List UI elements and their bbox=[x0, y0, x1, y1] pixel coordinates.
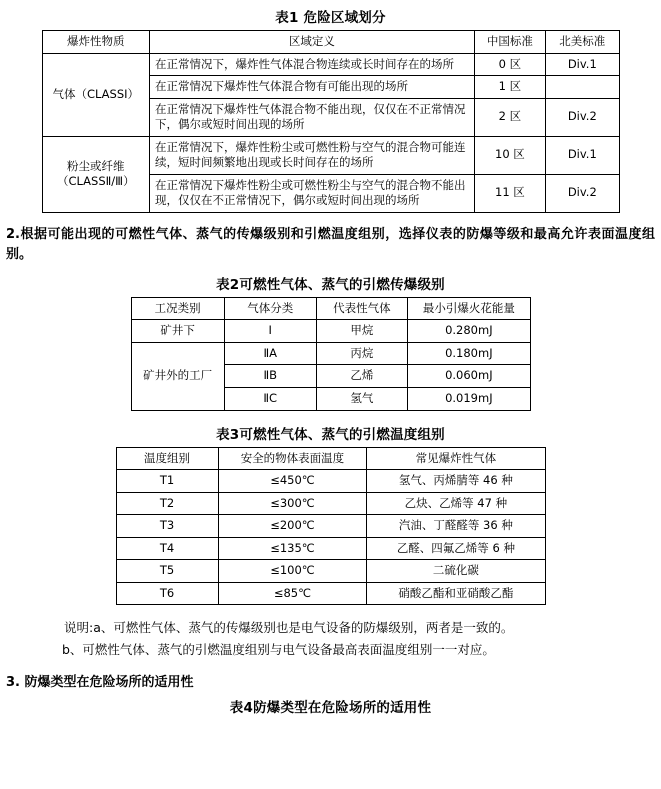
table2-energy: 0.180mJ bbox=[408, 342, 530, 365]
table2-title: 表2可燃性气体、蒸气的引燃传爆级别 bbox=[216, 276, 445, 293]
table3-group: T3 bbox=[116, 515, 218, 538]
table2-class: ⅡC bbox=[224, 387, 316, 410]
table1-na-div: Div.1 bbox=[546, 53, 619, 76]
table3-header-gases: 常见爆炸性气体 bbox=[367, 447, 545, 470]
table3-group: T1 bbox=[116, 470, 218, 493]
table2-class: ⅡB bbox=[224, 365, 316, 388]
table3-title: 表3可燃性气体、蒸气的引燃温度组别 bbox=[216, 426, 445, 443]
table1-definition: 在正常情况下爆炸性气体混合物不能出现，仅仅在不正常情况下，偶尔或短时间出现的场所 bbox=[150, 98, 475, 136]
table1-definition: 在正常情况下爆炸性粉尘或可燃性粉尘与空气的混合物不能出现，仅仅在不正常情况下，偶尔或短时间出现的场所 bbox=[150, 174, 475, 212]
table3-temp: ≤300℃ bbox=[218, 492, 367, 515]
table1-header-na: 北美标准 bbox=[546, 31, 619, 54]
note-line-a: 说明:a、可燃性气体、蒸气的传爆级别也是电气设备的防爆级别，两者是一致的。 bbox=[64, 620, 514, 636]
table2-energy: 0.019mJ bbox=[408, 387, 530, 410]
table3-temp: ≤85℃ bbox=[218, 582, 367, 605]
table3-gases: 二硫化碳 bbox=[367, 560, 545, 583]
table2-energy: 0.280mJ bbox=[408, 320, 530, 343]
table3-gases: 乙醛、四氟乙烯等 6 种 bbox=[367, 537, 545, 560]
table2-class: ⅡA bbox=[224, 342, 316, 365]
table-row bbox=[116, 560, 545, 583]
table1-title: 表1 危险区域划分 bbox=[275, 10, 386, 26]
table1-na-div: Div.2 bbox=[546, 98, 619, 136]
table1-header-china: 中国标准 bbox=[474, 31, 545, 54]
table2-gas: 甲烷 bbox=[316, 320, 408, 343]
table1-substance-dust: 粉尘或纤维（CLASSⅡ/Ⅲ） bbox=[42, 136, 150, 212]
table3-gases: 汽油、丁醛醛等 36 种 bbox=[367, 515, 545, 538]
table-row bbox=[131, 342, 530, 365]
table1-definition: 在正常情况下爆炸性气体混合物有可能出现的场所 bbox=[150, 76, 475, 99]
table-row bbox=[42, 53, 619, 76]
table1-china-zone: 0 区 bbox=[474, 53, 545, 76]
table-row bbox=[116, 470, 545, 493]
table3-temp: ≤135℃ bbox=[218, 537, 367, 560]
paragraph-step-2: 2.根据可能出现的可燃性气体、蒸气的传爆级别和引燃温度组别，选择仪表的防爆等级和最高允许表面温度组别。 bbox=[6, 226, 655, 262]
table1-na-div: Div.1 bbox=[546, 136, 619, 174]
table4-title: 表4防爆类型在危险场所的适用性 bbox=[229, 699, 432, 716]
table-row bbox=[42, 136, 619, 174]
table2-header-condition: 工况类别 bbox=[131, 297, 224, 320]
table2-energy: 0.060mJ bbox=[408, 365, 530, 388]
table1-header-definition: 区域定义 bbox=[150, 31, 475, 54]
table3-header-temp: 安全的物体表面温度 bbox=[218, 447, 367, 470]
section-heading-3: 3. 防爆类型在危险场所的适用性 bbox=[6, 674, 194, 690]
table3-group: T2 bbox=[116, 492, 218, 515]
table-row bbox=[116, 515, 545, 538]
table3-group: T5 bbox=[116, 560, 218, 583]
table1-header-substance: 爆炸性物质 bbox=[42, 31, 150, 54]
document-page bbox=[0, 6, 661, 716]
table1-substance-gas: 气体（CLASSⅠ） bbox=[42, 53, 150, 136]
table2-condition: 矿井下 bbox=[131, 320, 224, 343]
table3-gases: 硝酸乙酯和亚硝酸乙酯 bbox=[367, 582, 545, 605]
table3-temp: ≤100℃ bbox=[218, 560, 367, 583]
hazardous-area-classification-table bbox=[42, 30, 620, 213]
table1-na-div: Div.2 bbox=[546, 174, 619, 212]
table3-gases: 氢气、丙烯腈等 46 种 bbox=[367, 470, 545, 493]
table-row bbox=[116, 492, 545, 515]
table2-header-class: 气体分类 bbox=[224, 297, 316, 320]
table3-group: T4 bbox=[116, 537, 218, 560]
table2-gas: 氢气 bbox=[316, 387, 408, 410]
table-header-row bbox=[116, 447, 545, 470]
table-header-row bbox=[131, 297, 530, 320]
table2-gas: 丙烷 bbox=[316, 342, 408, 365]
table3-temp: ≤200℃ bbox=[218, 515, 367, 538]
table1-china-zone: 10 区 bbox=[474, 136, 545, 174]
table1-china-zone: 11 区 bbox=[474, 174, 545, 212]
table1-definition: 在正常情况下，爆炸性粉尘或可燃性粉与空气的混合物可能连续，短时间频繁地出现或长时间存在的场所 bbox=[150, 136, 475, 174]
table3-temp: ≤450℃ bbox=[218, 470, 367, 493]
table3-header-group: 温度组别 bbox=[116, 447, 218, 470]
table2-gas: 乙烯 bbox=[316, 365, 408, 388]
table2-condition: 矿井外的工厂 bbox=[131, 342, 224, 410]
ignition-temperature-group-table bbox=[116, 447, 546, 606]
table-header-row bbox=[42, 31, 619, 54]
table1-definition: 在正常情况下，爆炸性气体混合物连续或长时间存在的场所 bbox=[150, 53, 475, 76]
table-row bbox=[131, 320, 530, 343]
table1-china-zone: 2 区 bbox=[474, 98, 545, 136]
table1-na-div bbox=[546, 76, 619, 99]
gas-ignition-group-table bbox=[131, 297, 531, 411]
table2-header-gas: 代表性气体 bbox=[316, 297, 408, 320]
notes-block bbox=[0, 617, 661, 661]
table2-class: Ⅰ bbox=[224, 320, 316, 343]
table2-header-energy: 最小引爆火花能量 bbox=[408, 297, 530, 320]
table3-group: T6 bbox=[116, 582, 218, 605]
note-line-b: b、可燃性气体、蒸气的引燃温度组别与电气设备最高表面温度组别一一对应。 bbox=[62, 641, 495, 657]
table1-china-zone: 1 区 bbox=[474, 76, 545, 99]
table3-gases: 乙炔、乙烯等 47 种 bbox=[367, 492, 545, 515]
table-row bbox=[116, 537, 545, 560]
table-row bbox=[116, 582, 545, 605]
